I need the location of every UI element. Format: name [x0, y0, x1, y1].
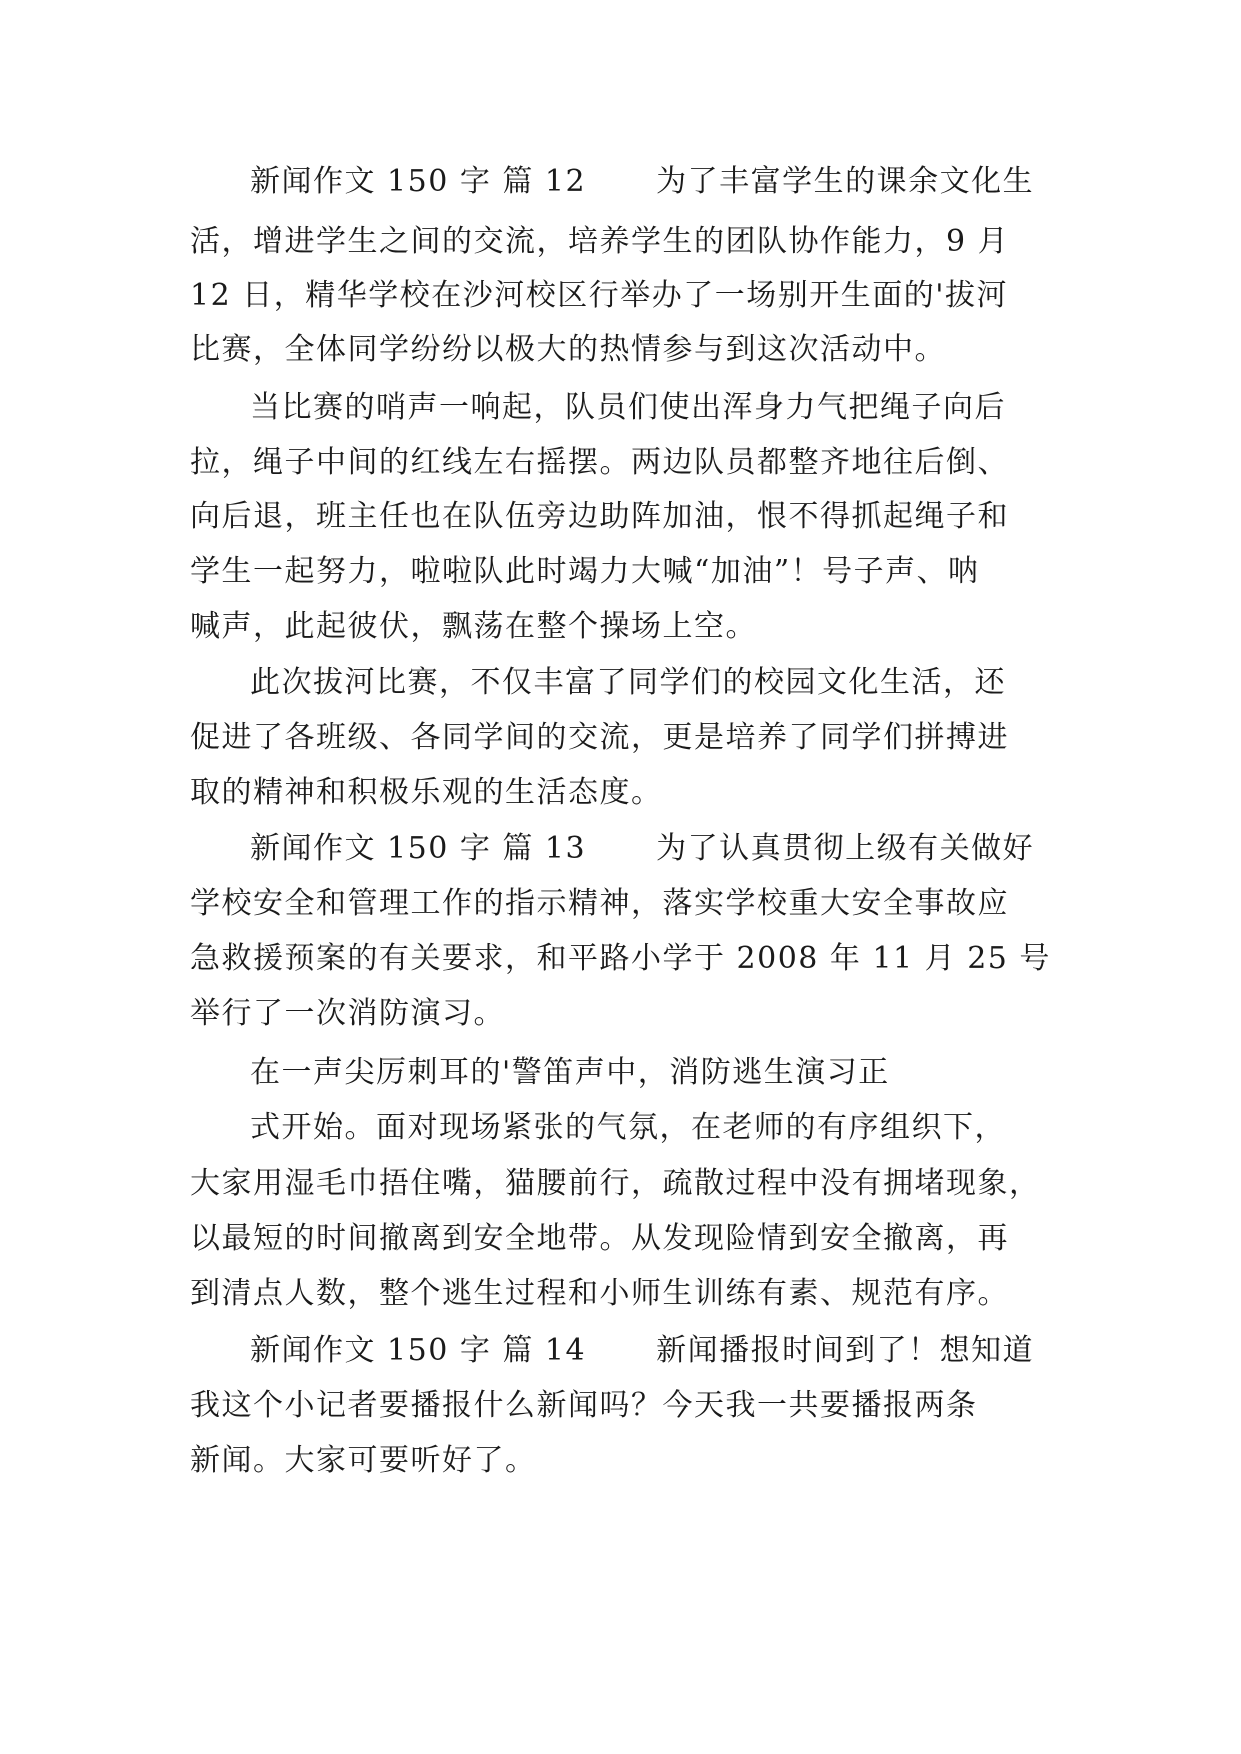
article-14-title: 新闻作文 150 字 篇 14	[250, 1333, 587, 1368]
paragraph-start: 在一声尖厉刺耳的'警笛声中，消防逃生演习正	[250, 1055, 890, 1090]
body-line: 以最短的时间撤离到安全地带。从发现险情到安全撤离，再	[190, 1221, 1009, 1256]
body-line: 我这个小记者要播报什么新闻吗？今天我一共要播报两条	[190, 1388, 978, 1423]
article-12-title: 新闻作文 150 字 篇 12	[250, 164, 587, 199]
body-line: 活，增进学生之间的交流，培养学生的团队协作能力，9 月	[190, 224, 1010, 259]
heading-article-13	[250, 829, 1070, 869]
body-line: 12 日，精华学校在沙河校区行举办了一场别开生面的'拔河	[190, 278, 1008, 313]
heading-article-14	[250, 1331, 1070, 1371]
body-line: 比赛，全体同学纷纷以极大的热情参与到这次活动中。	[190, 332, 946, 367]
body-line: 学生一起努力，啦啦队此时竭力大喊“加油”！号子声、呐	[190, 554, 980, 589]
body-line: 学校安全和管理工作的指示精神，落实学校重大安全事故应	[190, 886, 1009, 921]
body-line: 到清点人数，整个逃生过程和小师生训练有素、规范有序。	[190, 1276, 1009, 1311]
article-14-intro: 新闻播报时间到了！想知道	[656, 1333, 1035, 1368]
paragraph-start: 式开始。面对现场紧张的气氛，在老师的有序组织下，	[250, 1110, 1006, 1145]
body-line: 急救援预案的有关要求，和平路小学于 2008 年 11 月 25 号	[190, 941, 1051, 976]
article-12-intro: 为了丰富学生的课余文化生	[656, 164, 1035, 199]
body-line: 取的精神和积极乐观的生活态度。	[190, 775, 663, 810]
article-13-intro: 为了认真贯彻上级有关做好	[656, 831, 1035, 866]
body-line: 大家用湿毛巾捂住嘴，猫腰前行，疏散过程中没有拥堵现象，	[190, 1166, 1041, 1201]
paragraph-start: 当比赛的哨声一响起，队员们使出浑身力气把绳子向后	[250, 390, 1006, 425]
body-line: 新闻。大家可要听好了。	[190, 1443, 537, 1478]
paragraph-start: 此次拔河比赛，不仅丰富了同学们的校园文化生活，还	[250, 665, 1006, 700]
body-line: 拉，绳子中间的红线左右摇摆。两边队员都整齐地往后倒、	[190, 445, 1009, 480]
body-line: 喊声，此起彼伏，飘荡在整个操场上空。	[190, 609, 757, 644]
body-line: 举行了一次消防演习。	[190, 996, 505, 1031]
body-line: 促进了各班级、各同学间的交流，更是培养了同学们拼搏进	[190, 720, 1009, 755]
article-13-title: 新闻作文 150 字 篇 13	[250, 831, 587, 866]
body-line: 向后退，班主任也在队伍旁边助阵加油，恨不得抓起绳子和	[190, 499, 1009, 534]
heading-article-12	[250, 162, 1070, 202]
